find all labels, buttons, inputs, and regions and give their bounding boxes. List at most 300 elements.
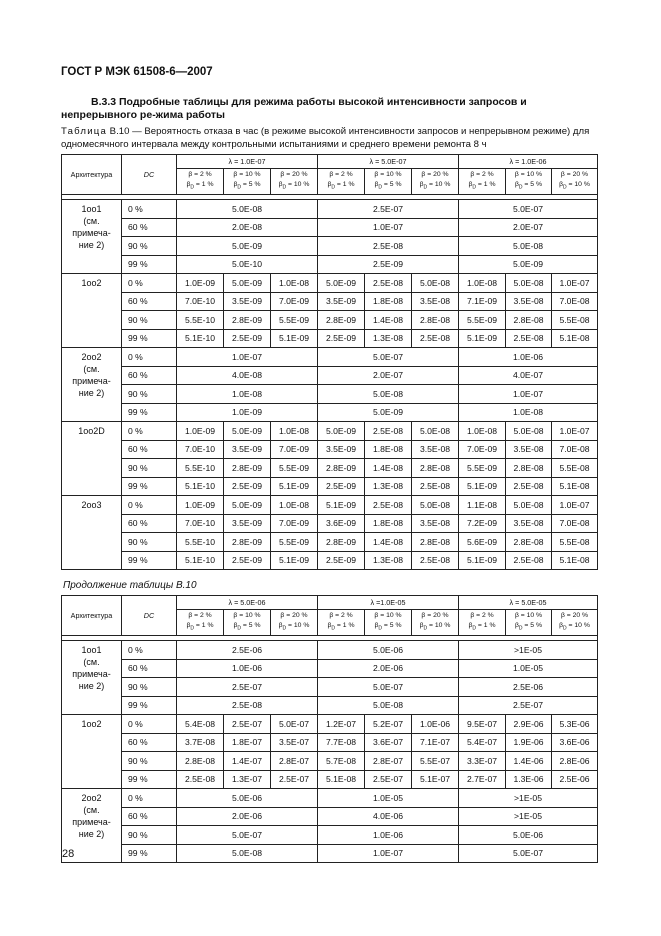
dc-cell: 90 % xyxy=(122,311,177,330)
value-cell: 5.5E-10 xyxy=(177,459,224,478)
dc-cell: 60 % xyxy=(122,659,177,678)
value-cell: 5.0E-09 xyxy=(318,274,365,293)
value-cell: 5.0E-09 xyxy=(318,403,459,422)
value-cell: 5.0E-08 xyxy=(318,696,459,715)
value-cell: 5.7E-08 xyxy=(318,752,365,771)
column-header-lambda: λ = 1.0E-06 xyxy=(459,155,598,169)
value-cell: 2.0E-06 xyxy=(177,807,318,826)
value-cell: 1.0E-09 xyxy=(177,422,224,441)
value-cell: 2.8E-09 xyxy=(318,459,365,478)
value-cell: 3.5E-08 xyxy=(506,440,552,459)
column-header-lambda: λ = 5.0E-07 xyxy=(318,155,459,169)
value-cell: 5.5E-09 xyxy=(271,311,318,330)
value-cell: 1.0E-07 xyxy=(459,385,598,404)
dc-cell: 90 % xyxy=(122,678,177,697)
table-row xyxy=(62,496,598,515)
value-cell: 1.0E-06 xyxy=(318,826,459,845)
value-cell: 7.0E-09 xyxy=(271,292,318,311)
value-cell: 1.4E-08 xyxy=(365,459,412,478)
value-cell: 5.0E-07 xyxy=(459,844,598,863)
value-cell: 5.2E-07 xyxy=(365,715,412,734)
value-cell: 3.5E-08 xyxy=(506,514,552,533)
value-cell: 5.5E-07 xyxy=(412,752,459,771)
value-cell: 1.0E-07 xyxy=(552,496,598,515)
value-cell: 5.5E-10 xyxy=(177,533,224,552)
dc-cell: 60 % xyxy=(122,218,177,237)
value-cell: 5.5E-09 xyxy=(459,459,506,478)
value-cell: 1.0E-07 xyxy=(177,348,318,367)
value-cell: 5.0E-09 xyxy=(177,237,318,256)
table-row xyxy=(62,659,598,678)
value-cell: 7.1E-09 xyxy=(459,292,506,311)
column-header-beta: β = 20 % $\beta_D = 10$ % xyxy=(412,610,459,636)
column-header-lambda: λ =1.0E-05 xyxy=(318,596,459,610)
value-cell: 2.0E-08 xyxy=(177,218,318,237)
table-row xyxy=(62,385,598,404)
value-cell: 5.0E-09 xyxy=(224,274,271,293)
value-cell: 2.5E-08 xyxy=(412,477,459,496)
value-cell: 5.1E-10 xyxy=(177,551,224,570)
value-cell: 5.0E-10 xyxy=(177,255,318,274)
value-cell: 5.1E-09 xyxy=(318,496,365,515)
column-header-beta: β = 10 % $\beta_D = 5$ % xyxy=(224,610,271,636)
table-row xyxy=(62,237,598,256)
dc-cell: 90 % xyxy=(122,237,177,256)
value-cell: 2.5E-07 xyxy=(318,200,459,219)
value-cell: 2.8E-09 xyxy=(224,459,271,478)
value-cell: 7.0E-08 xyxy=(552,514,598,533)
table-row xyxy=(62,641,598,660)
value-cell: 5.1E-09 xyxy=(271,477,318,496)
value-cell: 5.6E-09 xyxy=(459,533,506,552)
value-cell: 2.5E-08 xyxy=(177,770,224,789)
value-cell: 5.0E-07 xyxy=(459,200,598,219)
value-cell: 5.5E-08 xyxy=(552,459,598,478)
value-cell: 5.0E-07 xyxy=(271,715,318,734)
column-header-beta: β = 10 % $\beta_D = 5$ % xyxy=(365,610,412,636)
column-header-architecture: Архитектура xyxy=(62,155,122,195)
table-row xyxy=(62,200,598,219)
value-cell: 7.0E-09 xyxy=(271,440,318,459)
value-cell: 9.5E-07 xyxy=(459,715,506,734)
dc-cell: 60 % xyxy=(122,440,177,459)
dc-cell: 99 % xyxy=(122,844,177,863)
value-cell: 2.5E-07 xyxy=(271,770,318,789)
value-cell: 2.5E-08 xyxy=(506,551,552,570)
table-row xyxy=(62,551,598,570)
table-caption-text: В.10 — Вероятность отказа в час (в режиме высокой интенсивности запросов и непрерывном режиме) для одномесячного интервала между контрольными испытаниями и среднего времени ремонта 8 ч xyxy=(61,126,590,150)
value-cell: 2.8E-08 xyxy=(412,459,459,478)
value-cell: 2.5E-08 xyxy=(365,274,412,293)
section-heading: В.3.3 Подробные таблицы для режима работы высокой интенсивности запросов и непрерывного ре-жима работы xyxy=(61,96,527,121)
value-cell: 7.0E-09 xyxy=(271,514,318,533)
dc-cell: 60 % xyxy=(122,292,177,311)
header-row-lambda xyxy=(62,155,598,169)
value-cell: 1.0E-07 xyxy=(318,218,459,237)
value-cell: 5.0E-07 xyxy=(318,348,459,367)
value-cell: 7.0E-08 xyxy=(552,292,598,311)
value-cell: 5.0E-09 xyxy=(459,255,598,274)
column-header-architecture: Архитектура xyxy=(62,596,122,636)
column-header-dc: DC xyxy=(122,155,177,195)
dc-cell: 60 % xyxy=(122,807,177,826)
value-cell: 2.8E-09 xyxy=(318,533,365,552)
table-row xyxy=(62,218,598,237)
dc-cell: 99 % xyxy=(122,770,177,789)
dc-cell: 0 % xyxy=(122,422,177,441)
column-header-beta: β = 20 % $\beta_D = 10$ % xyxy=(552,169,598,195)
value-cell: 1.9E-06 xyxy=(506,733,552,752)
column-header-lambda: λ = 5.0E-06 xyxy=(177,596,318,610)
value-cell: 2.5E-08 xyxy=(365,496,412,515)
value-cell: 1.0E-05 xyxy=(459,659,598,678)
value-cell: 2.8E-09 xyxy=(318,311,365,330)
value-cell: 1.0E-08 xyxy=(459,403,598,422)
value-cell: 1.0E-08 xyxy=(271,274,318,293)
value-cell: 5.1E-09 xyxy=(271,551,318,570)
value-cell: 2.5E-09 xyxy=(224,477,271,496)
value-cell: 5.0E-06 xyxy=(318,641,459,660)
value-cell: 7.0E-08 xyxy=(552,440,598,459)
value-cell: 2.5E-06 xyxy=(177,641,318,660)
value-cell: 7.0E-09 xyxy=(459,440,506,459)
value-cell: 4.0E-08 xyxy=(177,366,318,385)
table-row xyxy=(62,715,598,734)
value-cell: 1.4E-07 xyxy=(224,752,271,771)
architecture-cell: 2oo2 (см. примеча- ние 2) xyxy=(62,789,122,863)
value-cell: 7.0E-10 xyxy=(177,292,224,311)
value-cell: 5.0E-08 xyxy=(412,422,459,441)
table-row xyxy=(62,807,598,826)
value-cell: 5.4E-08 xyxy=(177,715,224,734)
value-cell: 1.3E-08 xyxy=(365,551,412,570)
value-cell: 1.0E-07 xyxy=(552,274,598,293)
value-cell: 2.8E-07 xyxy=(365,752,412,771)
table-row xyxy=(62,826,598,845)
value-cell: 3.6E-09 xyxy=(318,514,365,533)
column-header-beta: β = 20 % $\beta_D = 10$ % xyxy=(552,610,598,636)
value-cell: 2.5E-07 xyxy=(365,770,412,789)
value-cell: 1.0E-09 xyxy=(177,274,224,293)
value-cell: 2.8E-09 xyxy=(224,533,271,552)
table-row xyxy=(62,752,598,771)
value-cell: 5.5E-08 xyxy=(552,533,598,552)
table-row xyxy=(62,789,598,808)
dc-cell: 90 % xyxy=(122,385,177,404)
value-cell: 2.5E-08 xyxy=(506,477,552,496)
value-cell: 5.0E-06 xyxy=(459,826,598,845)
value-cell: 5.5E-09 xyxy=(271,459,318,478)
value-cell: 2.9E-06 xyxy=(506,715,552,734)
value-cell: 5.1E-08 xyxy=(552,477,598,496)
table-row xyxy=(62,733,598,752)
value-cell: 5.1E-08 xyxy=(552,551,598,570)
value-cell: 5.1E-09 xyxy=(271,329,318,348)
header-row-lambda xyxy=(62,596,598,610)
value-cell: 5.1E-07 xyxy=(412,770,459,789)
dc-cell: 0 % xyxy=(122,641,177,660)
value-cell: 2.0E-07 xyxy=(459,218,598,237)
value-cell: 5.5E-08 xyxy=(552,311,598,330)
value-cell: 2.5E-07 xyxy=(177,678,318,697)
column-header-beta: β = 10 % $\beta_D = 5$ % xyxy=(506,610,552,636)
value-cell: 3.5E-09 xyxy=(224,514,271,533)
value-cell: 2.8E-06 xyxy=(552,752,598,771)
column-header-beta: β = 2 % $\beta_D = 1$ % xyxy=(318,169,365,195)
architecture-cell: 2oo3 xyxy=(62,496,122,570)
table-row xyxy=(62,459,598,478)
value-cell: 1.0E-08 xyxy=(271,496,318,515)
dc-cell: 99 % xyxy=(122,255,177,274)
column-header-beta: β = 20 % $\beta_D = 10$ % xyxy=(271,169,318,195)
value-cell: 2.5E-09 xyxy=(318,329,365,348)
value-cell: 2.5E-06 xyxy=(459,678,598,697)
page-number: 28 xyxy=(62,848,75,860)
table-row xyxy=(62,311,598,330)
value-cell: 2.0E-06 xyxy=(318,659,459,678)
value-cell: 5.1E-08 xyxy=(318,770,365,789)
table-b10-part2 xyxy=(61,595,598,863)
value-cell: 5.1E-09 xyxy=(459,551,506,570)
architecture-cell: 1oo1 (см. примеча- ние 2) xyxy=(62,200,122,274)
value-cell: 1.8E-08 xyxy=(365,440,412,459)
value-cell: 7.0E-10 xyxy=(177,514,224,533)
value-cell: 3.5E-08 xyxy=(506,292,552,311)
value-cell: 1.3E-07 xyxy=(224,770,271,789)
value-cell: 1.8E-07 xyxy=(224,733,271,752)
dc-cell: 99 % xyxy=(122,403,177,422)
column-header-beta: β = 2 % $\beta_D = 1$ % xyxy=(459,169,506,195)
column-header-beta: β = 20 % $\beta_D = 10$ % xyxy=(271,610,318,636)
value-cell: 1.0E-08 xyxy=(177,385,318,404)
value-cell: 7.0E-10 xyxy=(177,440,224,459)
table-row xyxy=(62,533,598,552)
value-cell: 1.0E-07 xyxy=(318,844,459,863)
table-caption-label: Таблица xyxy=(61,126,108,137)
value-cell: 5.4E-07 xyxy=(459,733,506,752)
table-row xyxy=(62,696,598,715)
value-cell: 2.5E-06 xyxy=(552,770,598,789)
value-cell: 5.0E-07 xyxy=(318,678,459,697)
dc-cell: 60 % xyxy=(122,366,177,385)
column-header-beta: β = 2 % $\beta_D = 1$ % xyxy=(459,610,506,636)
value-cell: 1.1E-08 xyxy=(459,496,506,515)
dc-cell: 0 % xyxy=(122,274,177,293)
value-cell: 5.0E-08 xyxy=(177,844,318,863)
value-cell: 1.8E-08 xyxy=(365,514,412,533)
value-cell: 1.0E-06 xyxy=(459,348,598,367)
dc-cell: 90 % xyxy=(122,752,177,771)
table-row xyxy=(62,255,598,274)
value-cell: 1.0E-06 xyxy=(177,659,318,678)
value-cell: 5.0E-06 xyxy=(177,789,318,808)
value-cell: 5.0E-09 xyxy=(224,496,271,515)
value-cell: >1E-05 xyxy=(459,789,598,808)
value-cell: 2.7E-07 xyxy=(459,770,506,789)
value-cell: 2.5E-08 xyxy=(506,329,552,348)
table-row xyxy=(62,770,598,789)
value-cell: 5.3E-06 xyxy=(552,715,598,734)
column-header-beta: β = 10 % $\beta_D = 5$ % xyxy=(365,169,412,195)
value-cell: 1.3E-08 xyxy=(365,329,412,348)
value-cell: 2.5E-07 xyxy=(224,715,271,734)
column-header-dc: DC xyxy=(122,596,177,636)
value-cell: 5.1E-10 xyxy=(177,329,224,348)
column-header-lambda: λ = 5.0E-05 xyxy=(459,596,598,610)
dc-cell: 90 % xyxy=(122,459,177,478)
value-cell: 2.8E-08 xyxy=(506,533,552,552)
value-cell: 1.4E-08 xyxy=(365,311,412,330)
table-row xyxy=(62,329,598,348)
dc-cell: 99 % xyxy=(122,551,177,570)
value-cell: 1.0E-08 xyxy=(459,274,506,293)
value-cell: 5.0E-08 xyxy=(459,237,598,256)
dc-cell: 90 % xyxy=(122,533,177,552)
value-cell: 1.0E-09 xyxy=(177,496,224,515)
architecture-cell: 2oo2 (см. примеча- ние 2) xyxy=(62,348,122,422)
value-cell: 2.5E-08 xyxy=(318,237,459,256)
value-cell: >1E-05 xyxy=(459,641,598,660)
value-cell: 1.0E-05 xyxy=(318,789,459,808)
table-row xyxy=(62,366,598,385)
value-cell: 3.5E-08 xyxy=(412,292,459,311)
value-cell: 2.8E-09 xyxy=(224,311,271,330)
value-cell: 2.5E-08 xyxy=(177,696,318,715)
table-caption xyxy=(61,126,603,151)
value-cell: 3.3E-07 xyxy=(459,752,506,771)
value-cell: 5.0E-08 xyxy=(506,496,552,515)
value-cell: 1.0E-06 xyxy=(412,715,459,734)
value-cell: 2.5E-09 xyxy=(318,477,365,496)
table-continuation-label: Продолжение таблицы В.10 xyxy=(63,580,197,591)
dc-cell: 99 % xyxy=(122,329,177,348)
value-cell: 5.0E-09 xyxy=(224,422,271,441)
value-cell: 1.3E-08 xyxy=(365,477,412,496)
value-cell: 7.1E-07 xyxy=(412,733,459,752)
value-cell: 2.5E-09 xyxy=(224,329,271,348)
value-cell: 2.0E-07 xyxy=(318,366,459,385)
value-cell: 2.5E-08 xyxy=(412,551,459,570)
table-row xyxy=(62,514,598,533)
architecture-cell: 1oo1 (см. примеча- ние 2) xyxy=(62,641,122,715)
table-row xyxy=(62,844,598,863)
dc-cell: 99 % xyxy=(122,696,177,715)
value-cell: 5.0E-08 xyxy=(412,274,459,293)
value-cell: 1.0E-09 xyxy=(177,403,318,422)
table-row xyxy=(62,274,598,293)
table-row xyxy=(62,477,598,496)
dc-cell: 0 % xyxy=(122,789,177,808)
value-cell: 3.5E-09 xyxy=(224,292,271,311)
value-cell: 3.5E-09 xyxy=(224,440,271,459)
table-row xyxy=(62,678,598,697)
value-cell: 2.8E-08 xyxy=(412,533,459,552)
value-cell: 5.0E-08 xyxy=(318,385,459,404)
value-cell: 2.8E-08 xyxy=(177,752,224,771)
value-cell: 3.5E-09 xyxy=(318,440,365,459)
value-cell: 3.7E-08 xyxy=(177,733,224,752)
value-cell: 1.0E-08 xyxy=(271,422,318,441)
column-header-beta: β = 20 % $\beta_D = 10$ % xyxy=(412,169,459,195)
value-cell: 5.0E-08 xyxy=(506,274,552,293)
value-cell: 2.5E-08 xyxy=(412,329,459,348)
value-cell: 1.4E-08 xyxy=(365,533,412,552)
table-row xyxy=(62,348,598,367)
column-header-beta: β = 2 % $\beta_D = 1$ % xyxy=(177,169,224,195)
value-cell: 5.5E-10 xyxy=(177,311,224,330)
architecture-cell: 1oo2 xyxy=(62,274,122,348)
value-cell: 5.0E-09 xyxy=(318,422,365,441)
table-row xyxy=(62,422,598,441)
value-cell: 2.5E-07 xyxy=(459,696,598,715)
value-cell: 2.5E-09 xyxy=(318,255,459,274)
value-cell: 1.2E-07 xyxy=(318,715,365,734)
value-cell: 4.0E-07 xyxy=(459,366,598,385)
dc-cell: 0 % xyxy=(122,496,177,515)
value-cell: 2.8E-08 xyxy=(412,311,459,330)
dc-cell: 99 % xyxy=(122,477,177,496)
value-cell: 3.6E-07 xyxy=(365,733,412,752)
value-cell: 2.8E-08 xyxy=(506,459,552,478)
value-cell: 5.1E-09 xyxy=(459,477,506,496)
document-header: ГОСТ Р МЭК 61508-6—2007 xyxy=(61,66,213,78)
table-row xyxy=(62,403,598,422)
dc-cell: 60 % xyxy=(122,733,177,752)
value-cell: 5.1E-10 xyxy=(177,477,224,496)
column-header-beta: β = 10 % $\beta_D = 5$ % xyxy=(506,169,552,195)
value-cell: 5.1E-09 xyxy=(459,329,506,348)
dc-cell: 60 % xyxy=(122,514,177,533)
column-header-beta: β = 10 % $\beta_D = 5$ % xyxy=(224,169,271,195)
value-cell: 2.5E-09 xyxy=(318,551,365,570)
value-cell: 5.0E-08 xyxy=(506,422,552,441)
column-header-beta: β = 2 % $\beta_D = 1$ % xyxy=(318,610,365,636)
value-cell: 1.0E-07 xyxy=(552,422,598,441)
value-cell: >1E-05 xyxy=(459,807,598,826)
table-row xyxy=(62,292,598,311)
value-cell: 3.5E-09 xyxy=(318,292,365,311)
value-cell: 3.5E-08 xyxy=(412,440,459,459)
table-b10-part1 xyxy=(61,154,598,570)
value-cell: 1.3E-06 xyxy=(506,770,552,789)
value-cell: 5.0E-08 xyxy=(177,200,318,219)
value-cell: 1.0E-08 xyxy=(459,422,506,441)
value-cell: 3.6E-06 xyxy=(552,733,598,752)
dc-cell: 0 % xyxy=(122,715,177,734)
dc-cell: 90 % xyxy=(122,826,177,845)
dc-cell: 0 % xyxy=(122,348,177,367)
architecture-cell: 1oo2 xyxy=(62,715,122,789)
value-cell: 7.7E-08 xyxy=(318,733,365,752)
value-cell: 4.0E-06 xyxy=(318,807,459,826)
value-cell: 2.8E-08 xyxy=(506,311,552,330)
value-cell: 3.5E-08 xyxy=(412,514,459,533)
table-row xyxy=(62,440,598,459)
value-cell: 1.8E-08 xyxy=(365,292,412,311)
value-cell: 7.2E-09 xyxy=(459,514,506,533)
column-header-beta: β = 2 % $\beta_D = 1$ % xyxy=(177,610,224,636)
value-cell: 2.5E-09 xyxy=(224,551,271,570)
dc-cell: 0 % xyxy=(122,200,177,219)
value-cell: 5.5E-09 xyxy=(459,311,506,330)
value-cell: 5.0E-07 xyxy=(177,826,318,845)
value-cell: 3.5E-07 xyxy=(271,733,318,752)
value-cell: 2.8E-07 xyxy=(271,752,318,771)
architecture-cell: 1oo2D xyxy=(62,422,122,496)
value-cell: 5.5E-09 xyxy=(271,533,318,552)
value-cell: 5.0E-08 xyxy=(412,496,459,515)
column-header-lambda: λ = 1.0E-07 xyxy=(177,155,318,169)
